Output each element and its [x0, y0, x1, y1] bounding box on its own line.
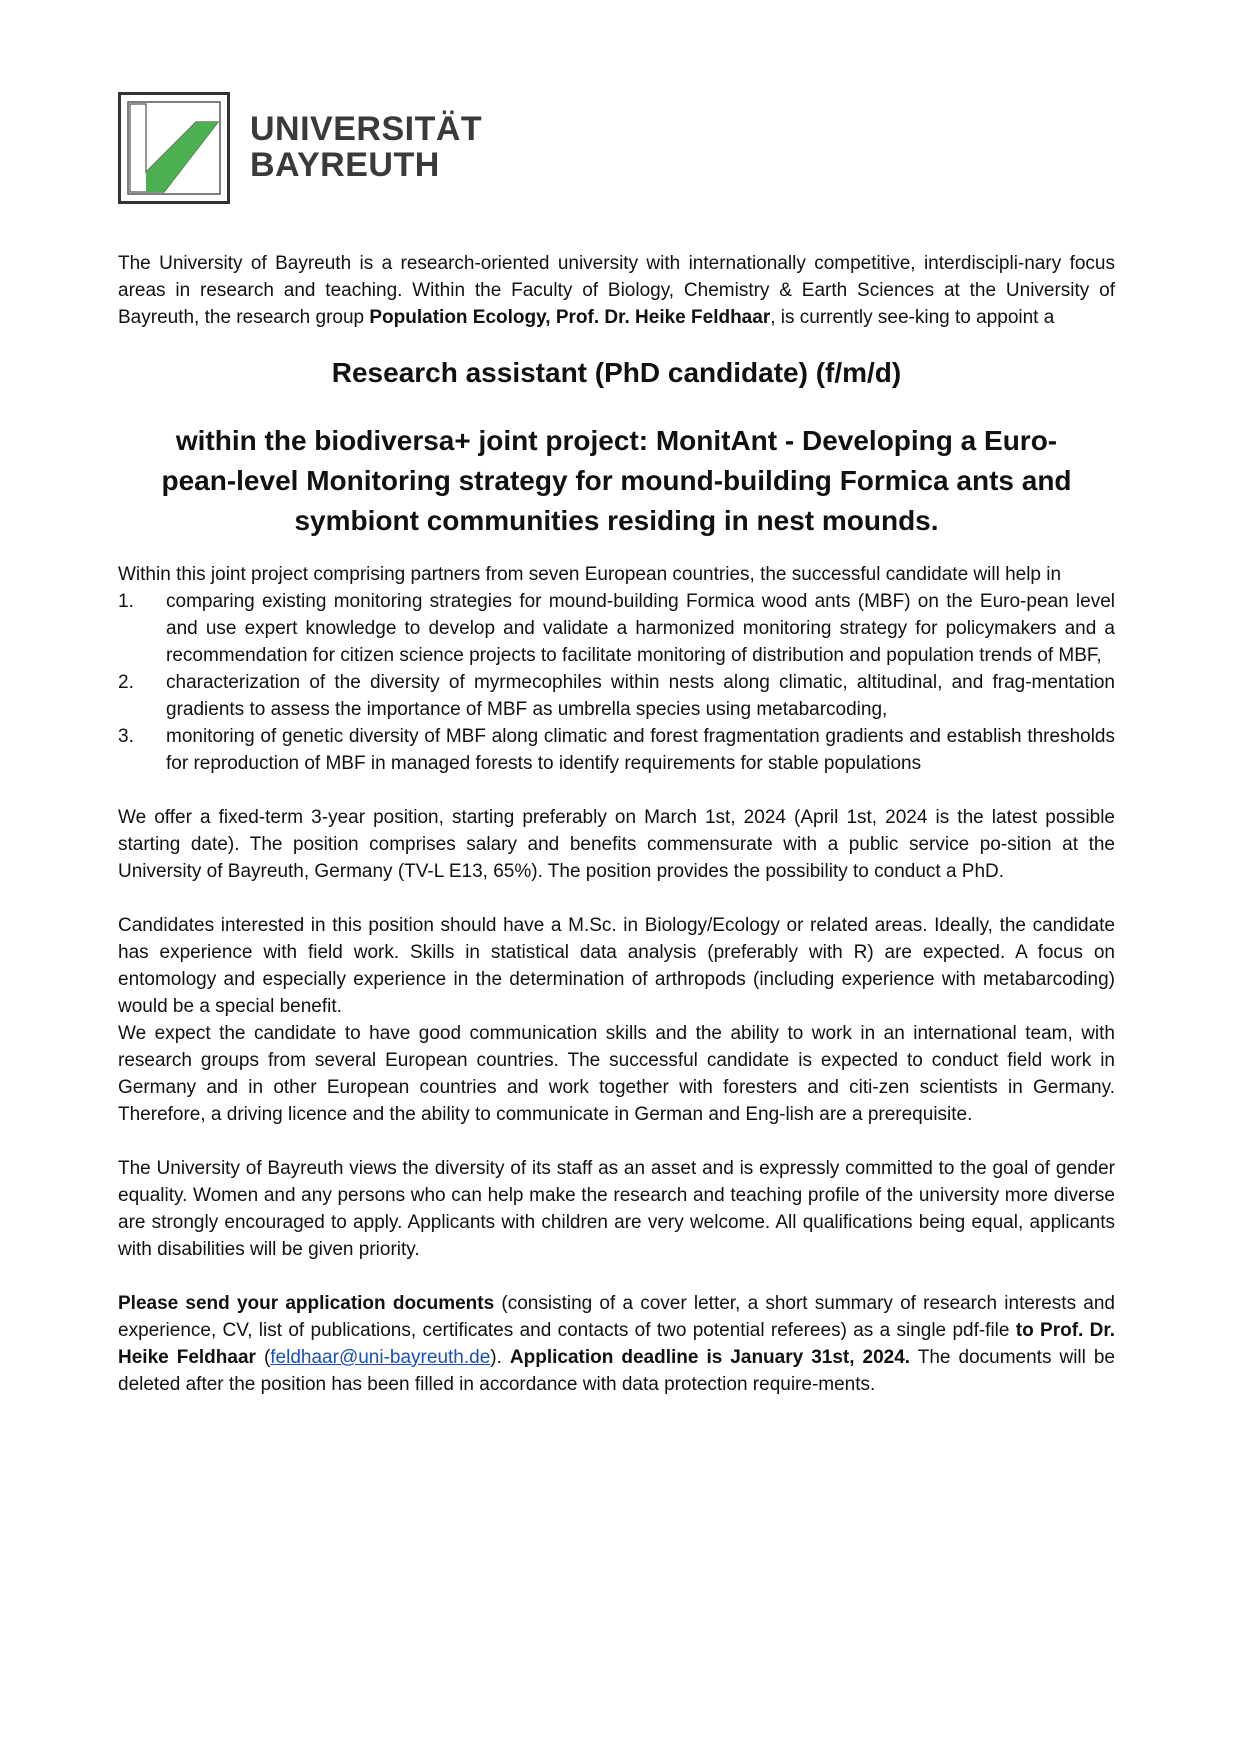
project-lead: Within this joint project comprising partners from seven European countries, the successful candidate will help in — [118, 564, 1062, 585]
email-link[interactable]: feldhaar@uni-bayreuth.de — [270, 1347, 491, 1368]
list-item — [118, 723, 1115, 777]
application-text-3: ). — [490, 1347, 510, 1368]
application-deadline: Application deadline is January 31st, 2024. — [509, 1347, 911, 1368]
requirements-paragraph: Candidates interested in this position should have a M.Sc. in Biology/Ecology or related areas. Ideally, the candidate has experience with field work. Skills in statistical data analysis (preferably with R) are expected. A focus on entomology and especially experience in the determination of arthropods (including experience with metabarcoding) would be a special benefit. — [118, 915, 1115, 1017]
intro-paragraph — [118, 250, 1115, 331]
application-text-1: (consisting of a cover letter, a short summary of research interests and experience, CV, list of publications, certificates and contacts of two potential referees) as a single pdf-file — [118, 1293, 1115, 1341]
logo-line-2: BAYREUTH — [250, 146, 440, 184]
task-list — [118, 588, 1115, 777]
list-item-text: comparing existing monitoring strategies for mound-building Formica wood ants (MBF) on the Euro-pean level and use expert knowledge to develop and validate a harmonized monitoring strategy for policymakers and a recommendation for citizen science projects to facilitate monitoring of distribution and population trends of MBF, — [166, 591, 1115, 666]
application-paragraph — [118, 1290, 1115, 1398]
list-item-number: 2. — [118, 672, 134, 693]
application-text-4: The documents will be deleted after the position has been filled in accordance with data protection require-ments. — [118, 1347, 1116, 1395]
list-item-number: 1. — [118, 591, 134, 612]
contact-person: to Prof. Dr. Heike Feldhaar — [118, 1320, 1115, 1368]
list-item-number: 3. — [118, 726, 134, 747]
logo-line-1: UNIVERSITÄT — [250, 110, 483, 148]
list-item-text: monitoring of genetic diversity of MBF along climatic and forest fragmentation gradients and establish thresholds for reproduction of MBF in managed forests to identify requirements for stable populations — [166, 726, 1115, 774]
list-item — [118, 669, 1115, 723]
intro-text-2: , is currently see-king to appoint a — [770, 307, 1055, 328]
project-title: within the biodiversa+ joint project: MonitAnt - Developing a Euro-pean-level Monitoring strategy for mound-building Formica ants and symbiont communities residing in nest mounds. — [161, 425, 1072, 536]
intro-text-1: The University of Bayreuth is a research-oriented university with internationally competitive, interdiscipli-nary focus areas in research and teaching. Within the Faculty of Biology, Chemistry & Earth Sciences at the University of Bayreuth, the research group — [118, 253, 1115, 328]
university-logo — [118, 92, 482, 204]
university-name — [250, 112, 482, 184]
diversity-paragraph: The University of Bayreuth views the diversity of its staff as an asset and is expressly committed to the goal of gender equality. Women and any persons who can help make the research and teaching profile of the university more diverse are strongly encouraged to apply. Applicants with children are very welcome. All qualifications being equal, applicants with disabilities will be given priority. — [118, 1158, 1115, 1260]
position-title: Research assistant (PhD candidate) (f/m/d) — [331, 357, 902, 388]
university-logo-mark-icon — [118, 92, 230, 204]
document-body — [118, 250, 1115, 1398]
application-text-2: ( — [255, 1347, 271, 1368]
research-group-name: Population Ecology, Prof. Dr. Heike Feldhaar — [369, 307, 771, 328]
application-lead: Please send your application documents — [118, 1293, 495, 1314]
expectations-paragraph: We expect the candidate to have good communication skills and the ability to work in an international team, with research groups from several European countries. The successful candidate is expected to conduct field work in Germany and in other European countries and work together with foresters and citi-zen scientists in Germany. Therefore, a driving licence and the ability to communicate in German and Eng-lish are a prerequisite. — [118, 1023, 1115, 1125]
offer-paragraph: We offer a fixed-term 3-year position, starting preferably on March 1st, 2024 (April 1st, 2024 is the latest possible starting date). The position comprises salary and benefits commensurate with a public service po-sition at the University of Bayreuth, Germany (TV-L E13, 65%). The position provides the possibility to conduct a PhD. — [118, 807, 1115, 882]
list-item-text: characterization of the diversity of myrmecophiles within nests along climatic, altitudinal, and frag-mentation gradients to assess the importance of MBF as umbrella species using metabarcoding, — [166, 672, 1115, 720]
list-item — [118, 588, 1115, 669]
